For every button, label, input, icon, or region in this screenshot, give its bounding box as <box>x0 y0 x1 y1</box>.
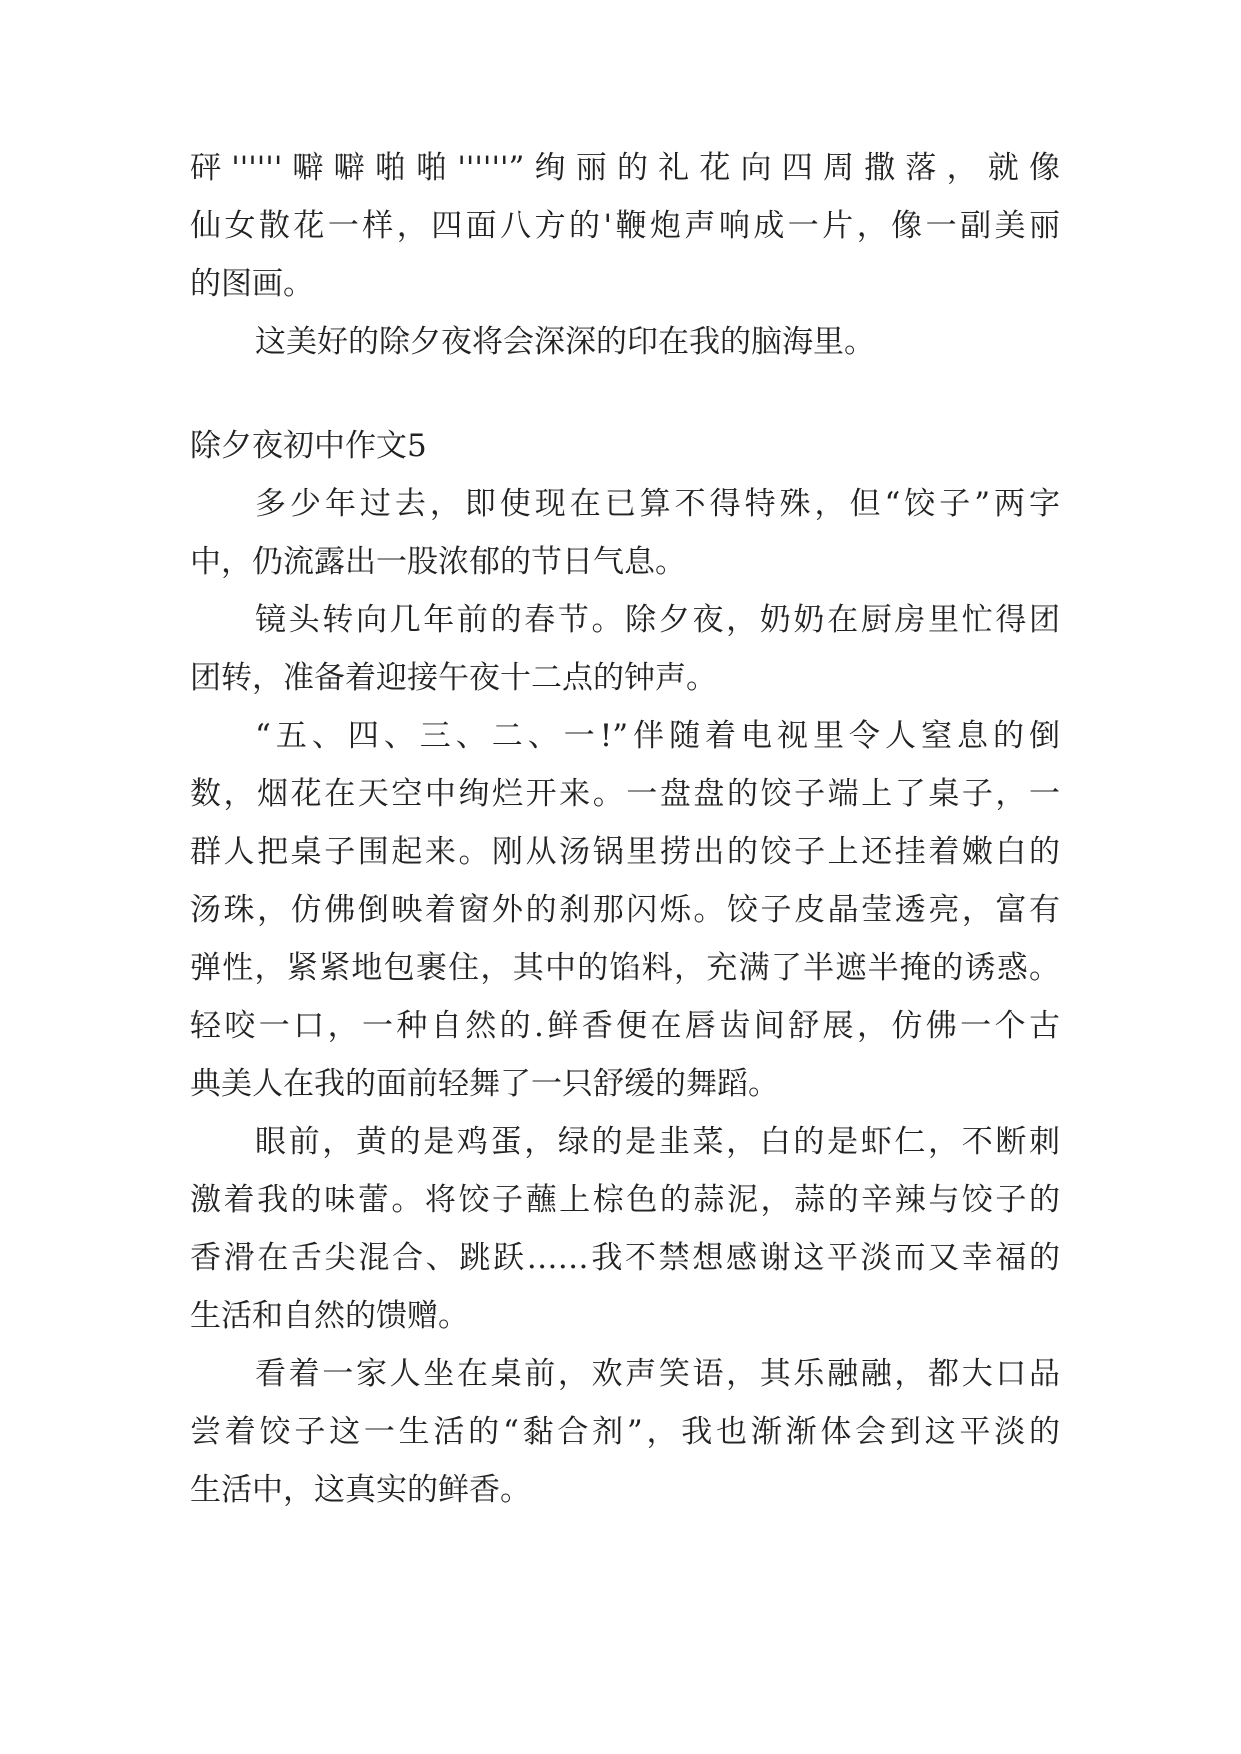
text-line: 汤珠，仿佛倒映着窗外的刹那闪烁。饺子皮晶莹透亮，富有 <box>190 892 1060 928</box>
text-line: 中，仍流露出一股浓郁的节日气息。 <box>190 544 686 580</box>
text-line: 的图画。 <box>190 266 314 302</box>
text-line: 多少年过去，即使现在已算不得特殊，但“饺子”两字 <box>255 486 1060 522</box>
text-line: 激着我的味蕾。将饺子蘸上棕色的蒜泥，蒜的辛辣与饺子的 <box>190 1182 1060 1218</box>
text-line: 香滑在舌尖混合、跳跃……我不禁想感谢这平淡而又幸福的 <box>190 1240 1060 1276</box>
text-line: 镜头转向几年前的春节。除夕夜，奶奶在厨房里忙得团 <box>255 602 1060 638</box>
text-line: 群人把桌子围起来。刚从汤锅里捞出的饺子上还挂着嫩白的 <box>190 834 1060 870</box>
text-line: 数，烟花在天空中绚烂开来。一盘盘的饺子端上了桌子，一 <box>190 776 1060 812</box>
text-line: 眼前，黄的是鸡蛋，绿的是韭菜，白的是虾仁，不断刺 <box>255 1124 1060 1160</box>
text-line: 典美人在我的面前轻舞了一只舒缓的舞蹈。 <box>190 1066 779 1102</box>
text-line: 尝着饺子这一生活的“黏合剂”，我也渐渐体会到这平淡的 <box>190 1414 1060 1450</box>
text-line: 仙女散花一样，四面八方的'鞭炮声响成一片，像一副美丽 <box>190 208 1060 244</box>
text-line: 这美好的除夕夜将会深深的印在我的脑海里。 <box>255 324 875 360</box>
text-line: 弹性，紧紧地包裹住，其中的馅料，充满了半遮半掩的诱惑。 <box>190 950 1060 986</box>
text-line: 生活中，这真实的鲜香。 <box>190 1472 531 1508</box>
section-heading: 除夕夜初中作文5 <box>190 428 427 464</box>
text-line: 团转，准备着迎接午夜十二点的钟声。 <box>190 660 717 696</box>
text-line: 生活和自然的馈赠。 <box>190 1298 469 1334</box>
text-line: 轻咬一口，一种自然的.鲜香便在唇齿间舒展，仿佛一个古 <box>190 1008 1060 1044</box>
text-line: “五、四、三、二、一!”伴随着电视里令人窒息的倒 <box>255 718 1060 754</box>
text-line: 砰''''''噼噼啪啪''''''”绚丽的礼花向四周撒落，就像 <box>190 150 1060 186</box>
text-line: 看着一家人坐在桌前，欢声笑语，其乐融融，都大口品 <box>255 1356 1060 1392</box>
